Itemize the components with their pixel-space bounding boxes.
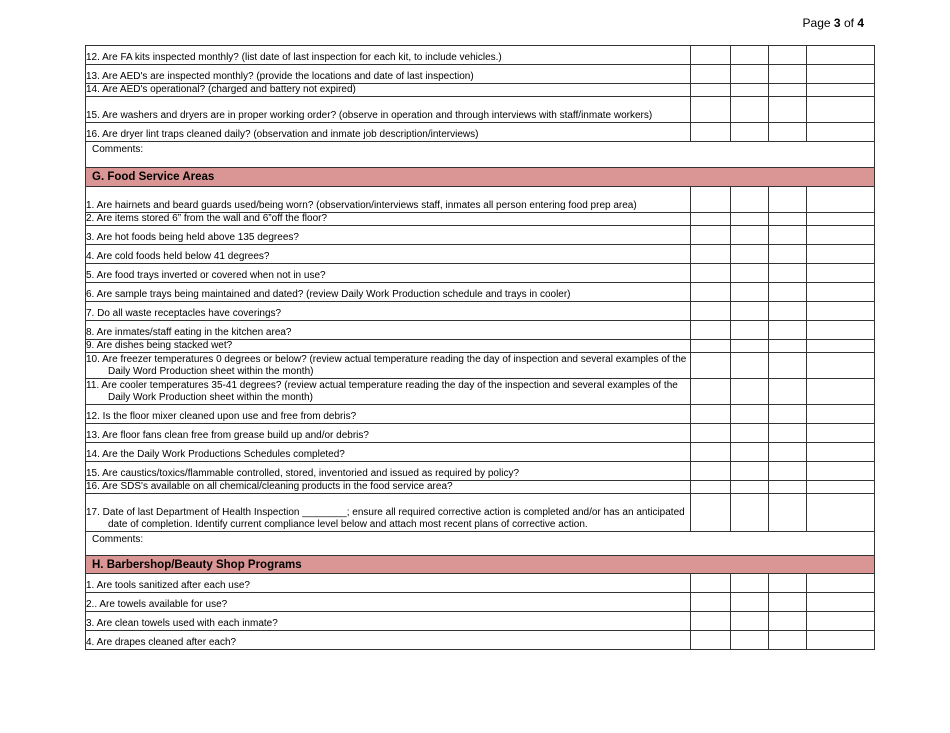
answer-box-no[interactable] bbox=[731, 46, 769, 65]
answer-box-no[interactable] bbox=[731, 321, 769, 340]
checklist-row bbox=[86, 631, 875, 650]
answer-box-na[interactable] bbox=[769, 353, 807, 379]
checklist-row bbox=[86, 379, 875, 405]
question-cell bbox=[86, 593, 691, 612]
answer-box-yes[interactable] bbox=[691, 321, 731, 340]
answer-box-no[interactable] bbox=[731, 245, 769, 264]
question-text: 14. Are the Daily Work Productions Schedules completed? bbox=[86, 449, 345, 460]
answer-box-na[interactable] bbox=[769, 405, 807, 424]
answer-box-na[interactable] bbox=[769, 321, 807, 340]
question-cell bbox=[86, 443, 691, 462]
answer-box-na[interactable] bbox=[769, 462, 807, 481]
answer-box-notes[interactable] bbox=[807, 302, 875, 321]
question-cell bbox=[86, 494, 691, 532]
answer-box-yes[interactable] bbox=[691, 612, 731, 631]
question-text: 11. Are cooler temperatures 35-41 degrees? (review actual temperature reading the day of the inspection and several examples of the Daily Work Production sheet within the month) bbox=[86, 380, 678, 403]
question-text: 4. Are drapes cleaned after each? bbox=[86, 637, 237, 648]
question-text: 12. Are FA kits inspected monthly? (list date of last inspection for each kit, to include vehicles.) bbox=[86, 52, 502, 63]
question-text: 17. Date of last Department of Health Inspection ________; ensure all required corrective action is completed and/or has an anticipated date of completion. Identify current compliance level below and attach most recent plans of corrective action. bbox=[86, 507, 685, 530]
answer-box-no[interactable] bbox=[731, 405, 769, 424]
answer-box-no[interactable] bbox=[731, 379, 769, 405]
question-cell bbox=[86, 245, 691, 264]
checklist-row bbox=[86, 97, 875, 123]
answer-box-notes[interactable] bbox=[807, 379, 875, 405]
answer-box-no[interactable] bbox=[731, 424, 769, 443]
page-number bbox=[803, 16, 864, 30]
question-text: 1. Are tools sanitized after each use? bbox=[86, 580, 250, 591]
question-cell bbox=[86, 405, 691, 424]
answer-box-yes[interactable] bbox=[691, 226, 731, 245]
answer-box-no[interactable] bbox=[731, 97, 769, 123]
answer-box-notes[interactable] bbox=[807, 424, 875, 443]
answer-box-no[interactable] bbox=[731, 340, 769, 353]
question-cell bbox=[86, 283, 691, 302]
answer-box-yes[interactable] bbox=[691, 213, 731, 226]
answer-box-yes[interactable] bbox=[691, 187, 731, 213]
answer-box-notes[interactable] bbox=[807, 226, 875, 245]
question-cell bbox=[86, 321, 691, 340]
answer-box-yes[interactable] bbox=[691, 353, 731, 379]
answer-box-na[interactable] bbox=[769, 283, 807, 302]
answer-box-no[interactable] bbox=[731, 574, 769, 593]
answer-box-yes[interactable] bbox=[691, 631, 731, 650]
question-text: 14. Are AED's operational? (charged and battery not expired) bbox=[86, 84, 356, 95]
answer-box-no[interactable] bbox=[731, 187, 769, 213]
answer-box-notes[interactable] bbox=[807, 283, 875, 302]
question-cell bbox=[86, 123, 691, 142]
checklist-row bbox=[86, 302, 875, 321]
checklist-row bbox=[86, 405, 875, 424]
question-text: 10. Are freezer temperatures 0 degrees or below? (review actual temperature reading the day of inspection and several examples of the Daily Word Production sheet within the month) bbox=[86, 354, 687, 377]
answer-box-yes[interactable] bbox=[691, 245, 731, 264]
answer-box-notes[interactable] bbox=[807, 321, 875, 340]
answer-box-na[interactable] bbox=[769, 340, 807, 353]
answer-box-no[interactable] bbox=[731, 353, 769, 379]
answer-box-yes[interactable] bbox=[691, 494, 731, 532]
answer-box-no[interactable] bbox=[731, 65, 769, 84]
checklist-row bbox=[86, 65, 875, 84]
answer-box-yes[interactable] bbox=[691, 302, 731, 321]
question-cell bbox=[86, 379, 691, 405]
answer-box-notes[interactable] bbox=[807, 123, 875, 142]
question-cell bbox=[86, 612, 691, 631]
answer-box-notes[interactable] bbox=[807, 462, 875, 481]
checklist-row bbox=[86, 612, 875, 631]
answer-box-yes[interactable] bbox=[691, 97, 731, 123]
checklist-row bbox=[86, 340, 875, 353]
answer-box-notes[interactable] bbox=[807, 245, 875, 264]
answer-box-na[interactable] bbox=[769, 612, 807, 631]
page-current: 3 bbox=[833, 16, 841, 30]
answer-box-no[interactable] bbox=[731, 283, 769, 302]
answer-box-na[interactable] bbox=[769, 213, 807, 226]
answer-box-yes[interactable] bbox=[691, 123, 731, 142]
answer-box-yes[interactable] bbox=[691, 405, 731, 424]
question-text: 3. Are hot foods being held above 135 degrees? bbox=[86, 232, 299, 243]
question-cell bbox=[86, 574, 691, 593]
question-text: 4. Are cold foods held below 41 degrees? bbox=[86, 251, 270, 262]
answer-box-no[interactable] bbox=[731, 631, 769, 650]
answer-box-no[interactable] bbox=[731, 462, 769, 481]
checklist-row bbox=[86, 443, 875, 462]
answer-box-yes[interactable] bbox=[691, 264, 731, 283]
question-text: 15. Are caustics/toxics/flammable controlled, stored, inventoried and issued as required by policy? bbox=[86, 468, 520, 479]
answer-box-notes[interactable] bbox=[807, 65, 875, 84]
answer-box-no[interactable] bbox=[731, 481, 769, 494]
question-text: 3. Are clean towels used with each inmate? bbox=[86, 618, 278, 629]
checklist-row bbox=[86, 494, 875, 532]
answer-box-yes[interactable] bbox=[691, 481, 731, 494]
checklist-row bbox=[86, 574, 875, 593]
answer-box-no[interactable] bbox=[731, 612, 769, 631]
question-text: 9. Are dishes being stacked wet? bbox=[86, 340, 233, 351]
checklist-row bbox=[86, 462, 875, 481]
checklist-row bbox=[86, 245, 875, 264]
answer-box-na[interactable] bbox=[769, 302, 807, 321]
answer-box-na[interactable] bbox=[769, 631, 807, 650]
answer-box-na[interactable] bbox=[769, 97, 807, 123]
checklist-row bbox=[86, 84, 875, 97]
section-header-row bbox=[86, 556, 875, 574]
answer-box-na[interactable] bbox=[769, 264, 807, 283]
question-text: 8. Are inmates/staff eating in the kitchen area? bbox=[86, 327, 292, 338]
checklist-row bbox=[86, 481, 875, 494]
question-text: 7. Do all waste receptacles have coverings? bbox=[86, 308, 282, 319]
question-text: 16. Are SDS's available on all chemical/cleaning products in the food service area? bbox=[86, 481, 453, 492]
answer-box-notes[interactable] bbox=[807, 443, 875, 462]
section-title: H. Barbershop/Beauty Shop Programs bbox=[86, 556, 875, 574]
answer-box-na[interactable] bbox=[769, 65, 807, 84]
answer-box-na[interactable] bbox=[769, 245, 807, 264]
checklist-row bbox=[86, 283, 875, 302]
question-cell bbox=[86, 302, 691, 321]
page-total: 4 bbox=[857, 16, 864, 30]
checklist-row bbox=[86, 226, 875, 245]
answer-box-notes[interactable] bbox=[807, 494, 875, 532]
answer-box-na[interactable] bbox=[769, 574, 807, 593]
comments-row[interactable] bbox=[86, 142, 875, 168]
section-title: G. Food Service Areas bbox=[86, 168, 875, 187]
question-cell bbox=[86, 424, 691, 443]
checklist-row bbox=[86, 187, 875, 213]
answer-box-yes[interactable] bbox=[691, 574, 731, 593]
answer-box-notes[interactable] bbox=[807, 405, 875, 424]
question-text: 2.. Are towels available for use? bbox=[86, 599, 228, 610]
answer-box-yes[interactable] bbox=[691, 462, 731, 481]
comments-label: Comments: bbox=[86, 532, 875, 556]
answer-box-yes[interactable] bbox=[691, 593, 731, 612]
question-cell bbox=[86, 226, 691, 245]
answer-box-notes[interactable] bbox=[807, 612, 875, 631]
answer-box-notes[interactable] bbox=[807, 574, 875, 593]
checklist-row bbox=[86, 123, 875, 142]
question-cell bbox=[86, 481, 691, 494]
answer-box-notes[interactable] bbox=[807, 593, 875, 612]
question-cell bbox=[86, 187, 691, 213]
answer-box-no[interactable] bbox=[731, 302, 769, 321]
answer-box-na[interactable] bbox=[769, 593, 807, 612]
answer-box-na[interactable] bbox=[769, 494, 807, 532]
inspection-checklist-table bbox=[85, 45, 875, 650]
question-cell bbox=[86, 84, 691, 97]
answer-box-no[interactable] bbox=[731, 123, 769, 142]
section-header-row bbox=[86, 168, 875, 187]
question-text: 6. Are sample trays being maintained and dated? (review Daily Work Production schedule and trays in cooler) bbox=[86, 289, 571, 300]
answer-box-notes[interactable] bbox=[807, 84, 875, 97]
comments-row[interactable] bbox=[86, 532, 875, 556]
question-cell bbox=[86, 264, 691, 283]
checklist-row bbox=[86, 353, 875, 379]
answer-box-no[interactable] bbox=[731, 213, 769, 226]
page-label: Page bbox=[802, 16, 831, 30]
answer-box-notes[interactable] bbox=[807, 264, 875, 283]
question-cell bbox=[86, 213, 691, 226]
checklist-row bbox=[86, 46, 875, 65]
answer-box-na[interactable] bbox=[769, 424, 807, 443]
answer-box-yes[interactable] bbox=[691, 379, 731, 405]
question-text: 16. Are dryer lint traps cleaned daily? (observation and inmate job description/interviews) bbox=[86, 129, 479, 140]
checklist-row bbox=[86, 213, 875, 226]
question-text: 13. Are floor fans clean free from grease build up and/or debris? bbox=[86, 430, 369, 441]
checklist-row bbox=[86, 321, 875, 340]
answer-box-na[interactable] bbox=[769, 123, 807, 142]
answer-box-na[interactable] bbox=[769, 379, 807, 405]
answer-box-notes[interactable] bbox=[807, 187, 875, 213]
answer-box-notes[interactable] bbox=[807, 46, 875, 65]
answer-box-notes[interactable] bbox=[807, 213, 875, 226]
question-cell bbox=[86, 353, 691, 379]
answer-box-no[interactable] bbox=[731, 84, 769, 97]
comments-label: Comments: bbox=[86, 142, 875, 168]
answer-box-notes[interactable] bbox=[807, 481, 875, 494]
question-cell bbox=[86, 340, 691, 353]
question-text: 15. Are washers and dryers are in proper working order? (observe in operation and through interviews with staff/inmate workers) bbox=[86, 110, 653, 121]
answer-box-notes[interactable] bbox=[807, 353, 875, 379]
answer-box-yes[interactable] bbox=[691, 424, 731, 443]
answer-box-na[interactable] bbox=[769, 481, 807, 494]
answer-box-yes[interactable] bbox=[691, 84, 731, 97]
question-text: 2. Are items stored 6” from the wall and 6”off the floor? bbox=[86, 213, 328, 224]
question-text: 12. Is the floor mixer cleaned upon use and free from debris? bbox=[86, 411, 357, 422]
answer-box-no[interactable] bbox=[731, 494, 769, 532]
checklist-row bbox=[86, 424, 875, 443]
answer-box-yes[interactable] bbox=[691, 65, 731, 84]
answer-box-na[interactable] bbox=[769, 84, 807, 97]
answer-box-na[interactable] bbox=[769, 226, 807, 245]
answer-box-na[interactable] bbox=[769, 187, 807, 213]
answer-box-no[interactable] bbox=[731, 593, 769, 612]
answer-box-yes[interactable] bbox=[691, 283, 731, 302]
question-text: 5. Are food trays inverted or covered when not in use? bbox=[86, 270, 326, 281]
question-text: 1. Are hairnets and beard guards used/being worn? (observation/interviews staff, inmates all person entering food prep area) bbox=[86, 200, 637, 211]
answer-box-yes[interactable] bbox=[691, 46, 731, 65]
page-of: of bbox=[843, 16, 854, 30]
answer-box-no[interactable] bbox=[731, 443, 769, 462]
question-cell bbox=[86, 65, 691, 84]
answer-box-notes[interactable] bbox=[807, 631, 875, 650]
question-cell bbox=[86, 631, 691, 650]
answer-box-yes[interactable] bbox=[691, 340, 731, 353]
answer-box-na[interactable] bbox=[769, 46, 807, 65]
checklist-row bbox=[86, 593, 875, 612]
answer-box-no[interactable] bbox=[731, 264, 769, 283]
question-cell bbox=[86, 46, 691, 65]
question-cell bbox=[86, 462, 691, 481]
answer-box-notes[interactable] bbox=[807, 340, 875, 353]
answer-box-notes[interactable] bbox=[807, 97, 875, 123]
checklist-row bbox=[86, 264, 875, 283]
question-cell bbox=[86, 97, 691, 123]
answer-box-na[interactable] bbox=[769, 443, 807, 462]
answer-box-yes[interactable] bbox=[691, 443, 731, 462]
question-text: 13. Are AED's are inspected monthly? (provide the locations and date of last inspection) bbox=[86, 71, 474, 82]
answer-box-no[interactable] bbox=[731, 226, 769, 245]
